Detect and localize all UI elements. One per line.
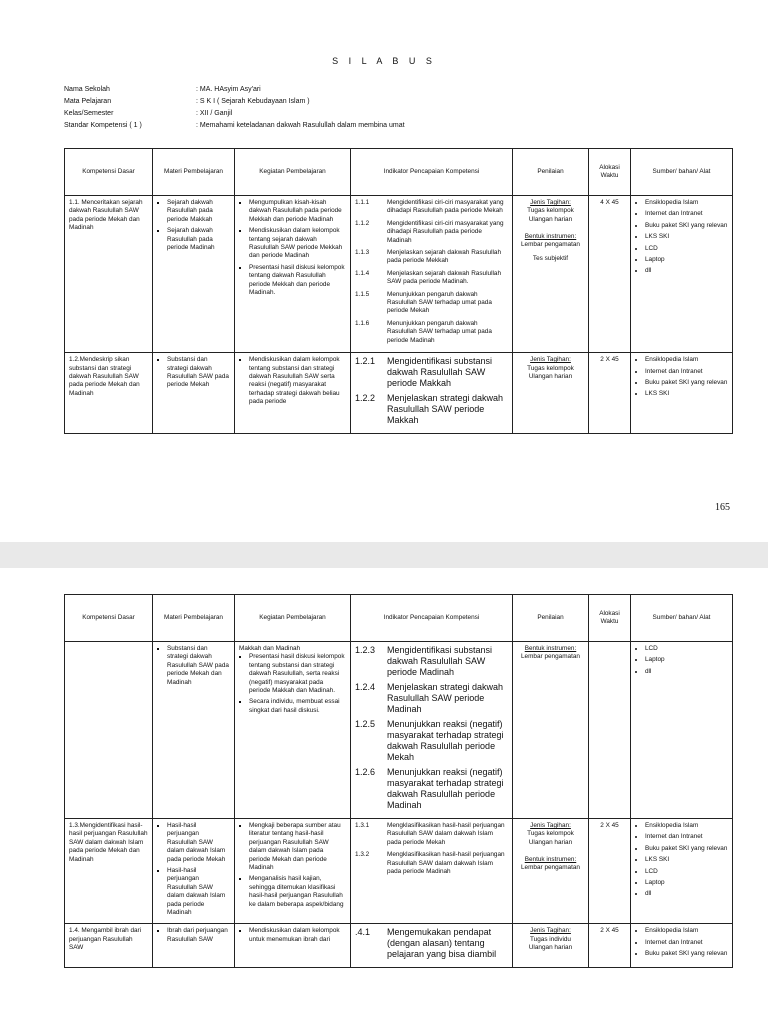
bentuk-instrumen-label: Bentuk instrumen:	[524, 855, 577, 863]
sumber-item: • Internet dan Intranet	[645, 368, 728, 376]
alokasi-waktu: 2 X 45	[589, 353, 631, 434]
syllabus-table-page-1	[64, 148, 733, 434]
meta-row	[64, 108, 405, 120]
sumber-item: • Ensiklopedia Islam	[645, 927, 728, 935]
indikator-text: Mengidentifikasi ciri-ciri masyarakat yang dihadapi Rasulullah pada periode Madinah	[387, 219, 504, 244]
sumber-list	[635, 199, 728, 276]
indikator-item	[355, 719, 508, 763]
indikator-item	[355, 249, 508, 266]
kegiatan-list	[239, 199, 346, 297]
kegiatan-item: ▪ Mengkaji beberapa sumber atau literatur tentang hasil-hasil perjuangan Rasulullah SAW dalam dakwah Islam pada periode Mekah dan periode Madinah	[249, 822, 346, 872]
materi-item: ▪ Substansi dan strategi dakwah Rasulullah SAW pada periode Mekah dan Madinah	[167, 645, 230, 687]
kompetensi-dasar: 1.4. Mengambil ibrah dari perjuangan Rasulullah SAW	[65, 924, 153, 968]
jenis-tagihan-item: Tugas individu	[530, 935, 571, 943]
school-info	[64, 84, 405, 132]
indikator-text: Mengidentifikasi substansi dakwah Rasulullah SAW periode Madinah	[387, 645, 493, 677]
sumber-item: • Buku paket SKI yang relevan	[645, 950, 728, 958]
spacer	[517, 847, 584, 855]
indikator-item	[355, 220, 508, 245]
kompetensi-dasar: 1.2.Mendeskrip sikan substansi dan strategi dakwah Rasulullah SAW pada periode Mekah dan Madinah	[65, 353, 153, 434]
indikator-text: Menjelaskan sejarah dakwah Rasulullah pada periode Mekkah	[387, 249, 502, 265]
sumber-list	[635, 645, 728, 676]
jenis-tagihan-label: Jenis Tagihan:	[530, 356, 571, 364]
sumber-item: • Buku paket SKI yang relevan	[645, 222, 728, 230]
indikator-text: Menunjukkan pengaruh dakwah Rasulullah SAW terhadap umat pada periode Madinah	[387, 319, 492, 344]
indikator-item	[355, 645, 508, 678]
column-header: Materi Pembelajaran	[153, 595, 235, 642]
sumber-cell	[631, 819, 733, 924]
indikator-cell	[351, 642, 513, 819]
indikator-item	[355, 682, 508, 715]
indikator-text: Menunjukkan pengaruh dakwah Rasulullah SAW terhadap umat pada periode Mekah	[387, 290, 492, 315]
alokasi-waktu	[589, 642, 631, 819]
sumber-item: • LCD	[645, 245, 728, 253]
penilaian-cell	[513, 924, 589, 968]
jenis-tagihan-item: Ulangan harian	[528, 944, 573, 952]
materi-list	[157, 356, 230, 390]
indikator-number: 1.2.6	[355, 767, 376, 777]
bentuk-instrumen-item: Lembar pengamatan	[521, 864, 580, 872]
sumber-cell	[631, 353, 733, 434]
jenis-tagihan-item: Ulangan harian	[528, 372, 573, 380]
indikator-number: 1.1.5	[355, 290, 370, 298]
kompetensi-dasar	[65, 642, 153, 819]
column-header: Kompetensi Dasar	[65, 149, 153, 196]
sumber-cell	[631, 642, 733, 819]
indikator-cell	[351, 924, 513, 968]
column-header: Indikator Pencapaian Kompetensi	[351, 149, 513, 196]
jenis-tagihan-item: Ulangan harian	[528, 838, 573, 846]
indikator-number: 1.2.1	[355, 356, 376, 367]
meta-label: Mata Pelajaran	[64, 98, 112, 105]
column-header: Kegiatan Pembelajaran	[235, 149, 351, 196]
sumber-list	[635, 356, 728, 399]
indikator-number: 1.3.1	[355, 822, 370, 829]
table-row	[65, 819, 733, 924]
column-header: Penilaian	[513, 149, 589, 196]
indikator-item	[355, 291, 508, 316]
kegiatan-cell	[235, 196, 351, 353]
meta-value: : MA. HAsyim Asy'ari	[196, 86, 261, 93]
indikator-text: Menjelaskan strategi dakwah Rasulullah SAW periode Madinah	[387, 682, 504, 714]
indikator-item	[355, 767, 508, 811]
page-gap	[0, 542, 768, 568]
materi-cell	[153, 196, 235, 353]
indikator-item	[355, 393, 508, 426]
kegiatan-item: ▪ Mendiskusikan dalam kelompok tentang sejarah dakwah Rasulullah SAW periode Mekkah dan periode Madinah	[249, 227, 346, 261]
bentuk-instrumen-item: Lembar pengamatan	[521, 241, 580, 249]
indikator-number: 1.1.4	[355, 269, 370, 277]
table-row	[65, 924, 733, 968]
penilaian-cell	[513, 196, 589, 353]
alokasi-waktu: 4 X 45	[589, 196, 631, 353]
sumber-item: • Laptop	[645, 879, 728, 887]
indikator-item	[355, 270, 508, 287]
indikator-text: Mengidentifikasi substansi dakwah Rasulullah SAW periode Makkah	[387, 356, 493, 389]
meta-value: : S K I ( Sejarah Kebudayaan Islam )	[196, 98, 310, 105]
kegiatan-item: ▪ Presentasi hasil diskusi kelompok tentang substansi dan strategi dakwah Rasulullah, serta reaksi (negatif) masyarakat pada periode Makkah dan Madinah.	[249, 653, 346, 695]
header-row	[65, 595, 733, 642]
sumber-item: • Internet dan Intranet	[645, 939, 728, 947]
kegiatan-cell	[235, 353, 351, 434]
materi-item: ▪ Substansi dan strategi dakwah Rasulullah SAW pada periode Mekah	[167, 356, 230, 390]
indikator-text: Mengemukakan pendapat (dengan alasan) tentang pelajaran yang bisa diambil	[387, 927, 497, 960]
indikator-item	[355, 822, 508, 847]
indikator-number: 1.1.3	[355, 249, 370, 257]
column-header: Alokasi Waktu	[589, 595, 631, 642]
indikator-number: 1.3.2	[355, 851, 370, 859]
materi-item: ▪ Ibrah dari perjuangan Rasulullah SAW	[167, 927, 230, 944]
sumber-item: • Laptop	[645, 256, 728, 264]
meta-row	[64, 84, 405, 96]
indikator-item	[355, 320, 508, 345]
bentuk-instrumen-label: Bentuk instrumen:	[524, 645, 577, 652]
jenis-tagihan-label: Jenis Tagihan:	[530, 822, 571, 829]
sumber-list	[635, 822, 728, 899]
indikator-number: 1.2.4	[355, 682, 376, 692]
sumber-item: • LKS SKI	[645, 390, 728, 398]
indikator-text: Menjelaskan strategi dakwah Rasulullah SAW periode Makkah	[387, 393, 504, 426]
penilaian-cell	[513, 353, 589, 434]
indikator-text: Mengklasifikasikan hasil-hasil perjuangan Rasulullah SAW dalam dakwah Islam pada periode Madinah	[387, 851, 505, 876]
indikator-text: Mengklasifikasikan hasil-hasil perjuangan Rasulullah SAW dalam dakwah Islam pada periode Mekah	[387, 822, 505, 846]
table-row	[65, 196, 733, 353]
materi-item: ▪ Sejarah dakwah Rasulullah pada periode Makkah	[167, 199, 230, 224]
spacer	[517, 224, 584, 232]
sumber-item: • Internet dan Intranet	[645, 833, 728, 841]
kegiatan-item: ▪ Mendiskusikan dalam kelompok untuk menemukan ibrah dari	[249, 927, 346, 944]
spacer	[517, 381, 584, 389]
syllabus-table-page-2	[64, 594, 733, 968]
meta-row	[64, 120, 405, 132]
bentuk-instrumen-item: Tes subjektif	[532, 255, 569, 263]
jenis-tagihan-label: Jenis Tagihan:	[530, 927, 571, 935]
sumber-item: • dll	[645, 267, 728, 275]
kegiatan-list	[239, 653, 346, 715]
meta-row	[64, 96, 405, 108]
sumber-item: • LCD	[645, 868, 728, 876]
sumber-item: • Buku paket SKI yang relevan	[645, 845, 728, 853]
spacer	[517, 953, 584, 961]
sumber-item: • Ensiklopedia Islam	[645, 822, 728, 830]
kompetensi-dasar: 1.1. Menceritakan sejarah dakwah Rasulullah SAW pada periode Mekah dan Madinah	[65, 196, 153, 353]
indikator-number: 1.2.5	[355, 719, 376, 729]
indikator-number: 1.1.6	[355, 319, 370, 327]
sumber-item: • dll	[645, 668, 728, 676]
sumber-item: • LCD	[645, 645, 728, 653]
kegiatan-item: ▪ Mendiskusikan dalam kelompok tentang substansi dan strategi dakwah Rasulullah SAW serta reaksi (negatif) masyarakat terhadap strategi dakwah beliau pada periode	[249, 356, 346, 406]
indikator-item	[355, 927, 508, 960]
header-row	[65, 149, 733, 196]
sumber-item: • LKS SKI	[645, 856, 728, 864]
materi-cell	[153, 924, 235, 968]
sumber-cell	[631, 196, 733, 353]
indikator-text: Menunjukkan reaksi (negatif) masyarakat terhadap strategi dakwah Rasulullah periode Mekah	[387, 719, 504, 762]
sumber-item: • Ensiklopedia Islam	[645, 199, 728, 207]
materi-list	[157, 199, 230, 252]
indikator-cell	[351, 196, 513, 353]
indikator-text: Mengidentifikasi ciri-ciri masyarakat yang dihadapi Rasulullah pada periode Mekah	[387, 199, 504, 215]
kegiatan-list	[239, 356, 346, 406]
indikator-text: Menunjukkan reaksi (negatif) masyarakat terhadap strategi dakwah Rasulullah periode Madinah	[387, 767, 504, 810]
sumber-list	[635, 927, 728, 958]
column-header: Materi Pembelajaran	[153, 149, 235, 196]
bentuk-instrumen-item: Lembar pengamatan	[521, 653, 580, 661]
kegiatan-item: ▪ Presentasi hasil diskusi kelompok tentang dakwah Rasulullah periode Mekkah dan periode Madinah.	[249, 264, 346, 298]
indikator-item	[355, 356, 508, 389]
column-header: Sumber/ bahan/ Alat	[631, 595, 733, 642]
materi-cell	[153, 642, 235, 819]
jenis-tagihan-item: Tugas kelompok	[527, 207, 574, 215]
sumber-item: • dll	[645, 890, 728, 898]
column-header: Penilaian	[513, 595, 589, 642]
indikator-item	[355, 199, 508, 216]
materi-list	[157, 927, 230, 944]
kegiatan-list	[239, 822, 346, 909]
indikator-number: 1.1.2	[355, 219, 370, 227]
indikator-text: Menjelaskan sejarah dakwah Rasulullah SAW pada periode Madinah.	[387, 269, 502, 286]
sumber-item: • Ensiklopedia Islam	[645, 356, 728, 364]
kegiatan-item: ▪ Secara individu, membuat essai singkat dari hasil diskusi.	[249, 698, 346, 715]
meta-label: Standar Kompetensi ( 1 )	[64, 122, 142, 129]
materi-item: ▪ Sejarah dakwah Rasulullah pada periode Madinah	[167, 227, 230, 252]
sumber-item: • Laptop	[645, 656, 728, 664]
indikator-cell	[351, 819, 513, 924]
jenis-tagihan-item: Ulangan harian	[528, 215, 573, 223]
jenis-tagihan-item: Tugas kelompok	[527, 830, 574, 838]
document-title: S I L A B U S	[332, 56, 436, 66]
materi-list	[157, 822, 230, 917]
meta-value: : Memahami keteladanan dakwah Rasulullah dalam membina umat	[196, 122, 405, 129]
sumber-item: • LKS SKI	[645, 233, 728, 241]
indikator-number: .4.1	[355, 927, 371, 938]
page-number: 165	[715, 502, 730, 513]
jenis-tagihan-item: Tugas kelompok	[527, 364, 574, 372]
kegiatan-lead: Makkah dan Madinah	[239, 645, 301, 652]
alokasi-waktu: 2 X 45	[589, 819, 631, 924]
penilaian-cell	[513, 819, 589, 924]
kegiatan-list	[239, 927, 346, 944]
indikator-item	[355, 851, 508, 876]
sumber-item: • Internet dan Intranet	[645, 210, 728, 218]
sumber-cell	[631, 924, 733, 968]
bentuk-instrumen-label: Bentuk instrumen:	[524, 232, 577, 240]
kegiatan-item: ▪ Mengumpulkan kisah-kisah dakwah Rasulullah pada periode Mekkah dan periode Madinah	[249, 199, 346, 224]
column-header: Indikator Pencapaian Kompetensi	[351, 595, 513, 642]
table-row	[65, 353, 733, 434]
meta-label: Nama Sekolah	[64, 86, 110, 93]
kegiatan-cell	[235, 642, 351, 819]
kegiatan-item: ▪ Menganalisis hasil kajian, sehingga ditemukan klasifikasi hasil-hasil perjuangan Rasulullah ke dalam beberapa aspek/bidang	[249, 875, 346, 909]
penilaian-cell	[513, 642, 589, 819]
table-row	[65, 642, 733, 819]
materi-item: ▪ Hasil-hasil perjuangan Rasulullah SAW dalam dakwah Islam pada periode Mekah	[167, 822, 230, 864]
sumber-item: • Buku paket SKI yang relevan	[645, 379, 728, 387]
meta-value: : XII / Ganjil	[196, 110, 233, 117]
kegiatan-cell	[235, 819, 351, 924]
jenis-tagihan-label: Jenis Tagihan:	[530, 199, 571, 206]
column-header: Sumber/ bahan/ Alat	[631, 149, 733, 196]
materi-item: ▪ Hasil-hasil perjuangan Rasulullah SAW dalam dakwah Islam pada periode Madinah	[167, 867, 230, 917]
meta-label: Kelas/Semester	[64, 110, 114, 117]
kegiatan-cell	[235, 924, 351, 968]
indikator-cell	[351, 353, 513, 434]
materi-cell	[153, 353, 235, 434]
syllabus-page-2	[0, 568, 768, 1024]
column-header: Alokasi Waktu	[589, 149, 631, 196]
materi-list	[157, 645, 230, 687]
column-header: Kegiatan Pembelajaran	[235, 595, 351, 642]
kompetensi-dasar: 1.3.Mengidentifikasi hasil-hasil perjuangan Rasulullah SAW dalam dakwah Islam pada periode Mekah dan Madinah	[65, 819, 153, 924]
alokasi-waktu: 2 X 45	[589, 924, 631, 968]
materi-cell	[153, 819, 235, 924]
indikator-number: 1.2.3	[355, 645, 376, 655]
indikator-number: 1.1.1	[355, 199, 370, 206]
column-header: Kompetensi Dasar	[65, 595, 153, 642]
indikator-number: 1.2.2	[355, 393, 376, 404]
